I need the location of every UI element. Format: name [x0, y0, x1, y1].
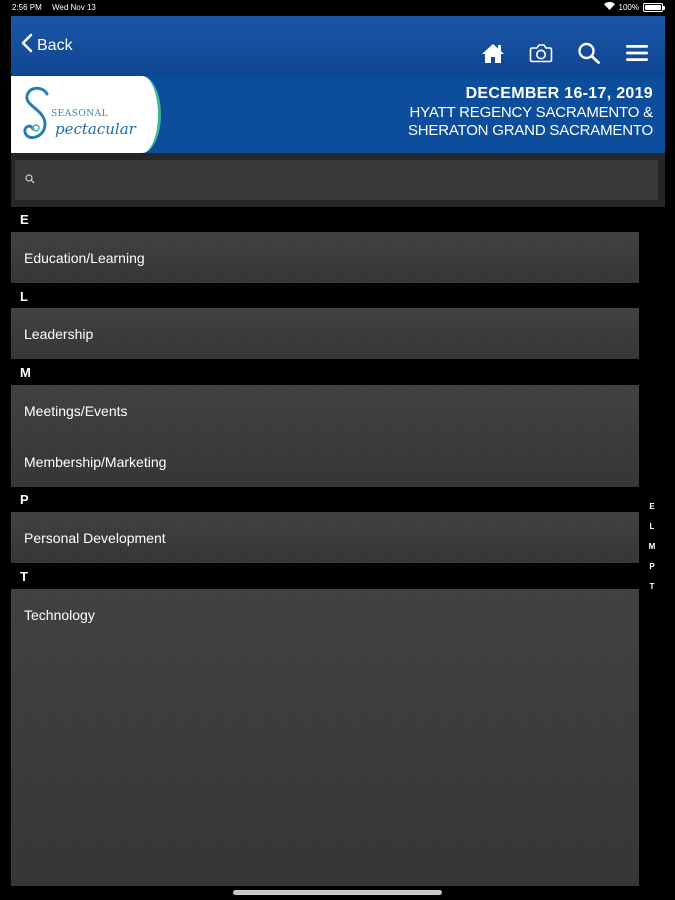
index-letter-l[interactable]: L	[649, 522, 655, 531]
section-card-p	[11, 512, 639, 563]
logo-text-bottom: pectacular	[55, 120, 136, 138]
index-letter-e[interactable]: E	[649, 502, 655, 511]
home-icon[interactable]	[481, 42, 505, 64]
list-item[interactable]: Personal Development	[24, 529, 166, 546]
list-item[interactable]: Education/Learning	[24, 249, 145, 266]
status-date: Wed Nov 13	[52, 3, 96, 12]
search-field-icon	[25, 171, 35, 189]
list-item[interactable]: Membership/Marketing	[24, 453, 167, 470]
event-venue-line2: SHERATON GRAND SACRAMENTO	[407, 122, 653, 139]
section-header-p: P	[20, 492, 29, 507]
logo-s-mark	[21, 84, 53, 146]
camera-icon[interactable]	[529, 42, 553, 64]
home-indicator[interactable]	[233, 890, 442, 895]
list-item[interactable]: Meetings/Events	[24, 402, 128, 419]
battery-percent: 100%	[618, 2, 639, 12]
back-button[interactable]	[21, 33, 73, 58]
index-letter-p[interactable]: P	[649, 562, 655, 571]
event-banner	[11, 76, 665, 153]
section-header-e: E	[20, 212, 29, 227]
index-letter-m[interactable]: M	[648, 542, 656, 551]
alphabet-index	[646, 500, 658, 600]
event-venue-line1: HYATT REGENCY SACRAMENTO &	[409, 104, 653, 121]
section-card-l	[11, 308, 639, 359]
search-input[interactable]	[41, 172, 641, 188]
section-header-t: T	[20, 569, 28, 584]
navigation-bar	[11, 16, 665, 76]
list-item[interactable]: Technology	[24, 606, 95, 623]
menu-icon[interactable]	[625, 42, 649, 64]
section-card-e	[11, 232, 639, 283]
status-bar	[0, 0, 675, 16]
list-item[interactable]: Leadership	[24, 325, 94, 342]
section-card-m	[11, 385, 639, 487]
chevron-left-icon	[21, 33, 33, 58]
section-header-m: M	[20, 365, 31, 380]
search-bar	[11, 153, 665, 207]
status-time: 2:56 PM	[12, 3, 42, 12]
event-date: DECEMBER 16-17, 2019	[465, 85, 653, 102]
index-letter-t[interactable]: T	[649, 582, 655, 591]
search-icon[interactable]	[577, 42, 601, 64]
wifi-icon	[604, 2, 615, 12]
section-header-l: L	[20, 289, 28, 304]
battery-icon	[643, 3, 663, 12]
search-field[interactable]	[15, 160, 658, 200]
logo-text-top: SEASONAL	[51, 109, 109, 119]
section-card-t	[11, 589, 639, 886]
back-label: Back	[37, 36, 73, 54]
event-logo	[11, 76, 161, 153]
